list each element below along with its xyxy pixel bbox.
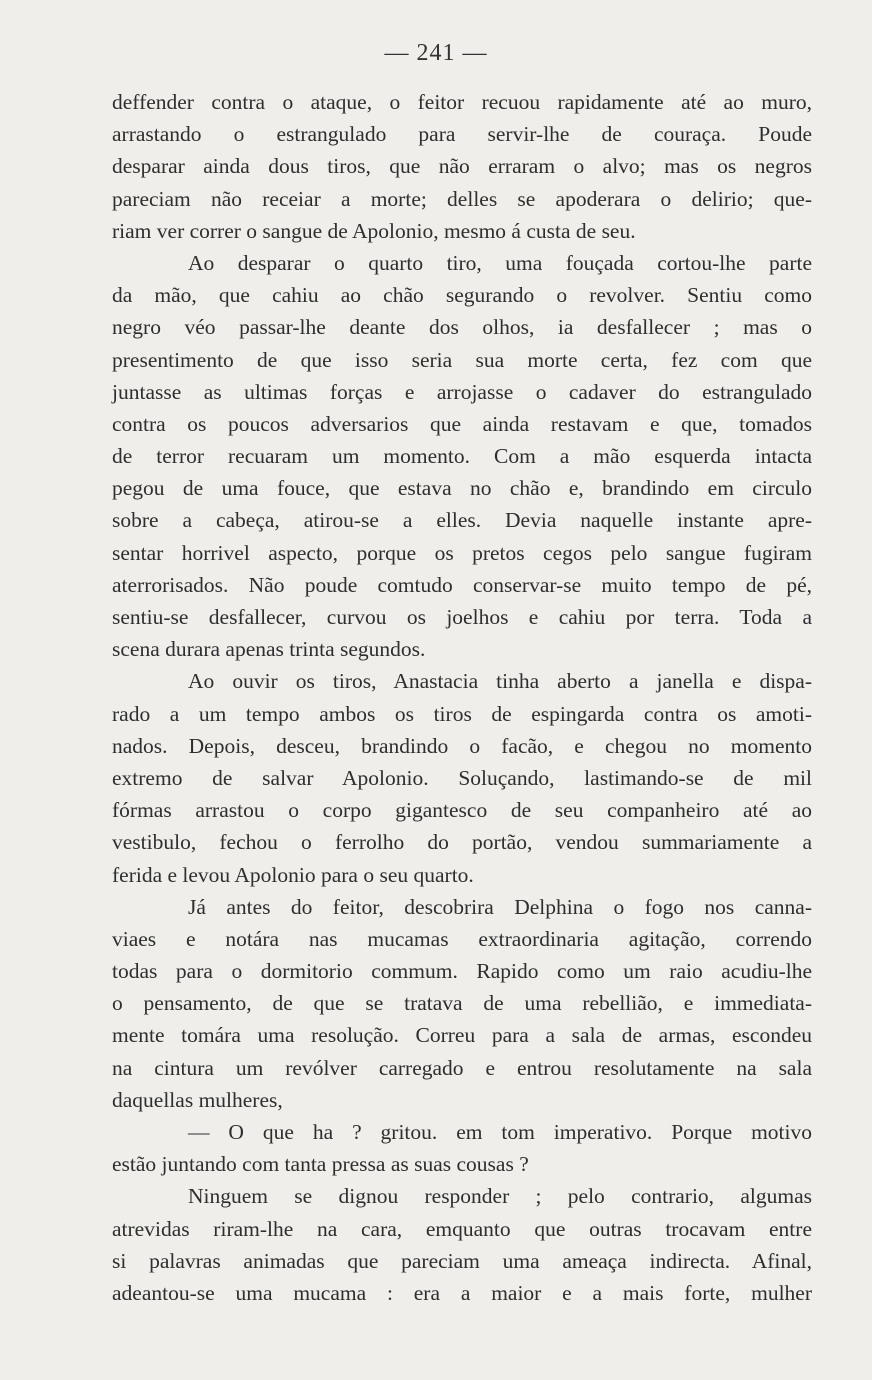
text-line: deffender contra o ataque, o feitor recuou rapidamente até ao muro, <box>112 90 812 114</box>
text-line: Ao desparar o quarto tiro, uma fouçada cortou-lhe parte <box>188 250 812 275</box>
text-line: sentiu-se desfallecer, curvou os joelhos e cahiu por terra. Toda a <box>112 605 812 629</box>
page-number: — 241 — <box>384 40 488 66</box>
text-line: pegou de uma fouce, que estava no chão e, brandindo em circulo <box>112 476 812 501</box>
text-line: estão juntando com tanta pressa as suas cousas ? <box>112 1152 529 1177</box>
text-line: o pensamento, de que se tratava de uma rebellião, e immediata- <box>112 991 812 1016</box>
text-line: Ninguem se dignou responder ; pelo contrario, algumas <box>188 1184 812 1209</box>
text-line: nados. Depois, desceu, brandindo o facão, e chegou no momento <box>112 733 812 758</box>
text-line: atrevidas riram-lhe na cara, emquanto que outras trocavam entre <box>112 1216 812 1241</box>
text-line: rado a um tempo ambos os tiros de espingarda contra os amoti- <box>112 701 812 726</box>
text-line: si palavras animadas que pareciam uma ameaça indirecta. Afinal, <box>112 1248 812 1273</box>
text-line: sobre a cabeça, atirou-se a elles. Devia naquelle instante apre- <box>112 508 812 533</box>
text-line: daquellas mulheres, <box>112 1087 283 1112</box>
text-line: Já antes do feitor, descobrira Delphina o fogo nos canna- <box>188 894 812 919</box>
text-line: pareciam não receiar a morte; delles se apoderara o delirio; que- <box>112 186 812 211</box>
text-line: negro véo passar-lhe deante dos olhos, ia desfallecer ; mas o <box>112 315 812 340</box>
text-line: sentar horrivel aspecto, porque os pretos cegos pelo sangue fugiram <box>112 540 812 565</box>
text-line: de terror recuaram um momento. Com a mão esquerda intacta <box>112 444 812 469</box>
text-line: contra os poucos adversarios que ainda restavam e que, tomados <box>112 411 812 436</box>
text-line: adeantou-se uma mucama : era a maior e a mais forte, mulher <box>112 1280 812 1305</box>
text-line: na cintura um revólver carregado e entrou resolutamente na sala <box>112 1055 812 1080</box>
text-line: presentimento de que isso seria sua morte certa, fez com que <box>112 347 812 372</box>
text-line: todas para o dormitorio commum. Rapido como um raio acudiu-lhe <box>112 959 812 984</box>
text-line: desparar ainda dous tiros, que não erraram o alvo; mas os negros <box>112 154 812 179</box>
text-line: viaes e notára nas mucamas extraordinaria agitação, correndo <box>112 926 812 951</box>
text-line: fórmas arrastou o corpo gigantesco de seu companheiro até ao <box>112 798 812 823</box>
text-line: extremo de salvar Apolonio. Soluçando, lastimando-se de mil <box>112 765 812 790</box>
text-line: mente tomára uma resolução. Correu para a sala de armas, escondeu <box>112 1023 812 1048</box>
text-line: scena durara apenas trinta segundos. <box>112 637 426 662</box>
body-text <box>112 86 812 1309</box>
text-line: ferida e levou Apolonio para o seu quarto. <box>112 862 474 887</box>
text-line: vestibulo, fechou o ferrolho do portão, vendou summariamente a <box>112 830 812 855</box>
text-line: — O que ha ? gritou. em tom imperativo. Porque motivo <box>188 1120 812 1144</box>
text-line: arrastando o estrangulado para servir-lhe de couraça. Poude <box>112 122 812 147</box>
text-line: riam ver correr o sangue de Apolonio, mesmo á custa de seu. <box>112 218 636 243</box>
text-line: aterrorisados. Não poude comtudo conservar-se muito tempo de pé, <box>112 572 812 597</box>
text-line: juntasse as ultimas forças e arrojasse o cadaver do estrangulado <box>112 379 812 404</box>
text-line: Ao ouvir os tiros, Anastacia tinha aberto a janella e dispa- <box>188 669 812 694</box>
text-line: da mão, que cahiu ao chão segurando o revolver. Sentiu como <box>112 283 812 308</box>
